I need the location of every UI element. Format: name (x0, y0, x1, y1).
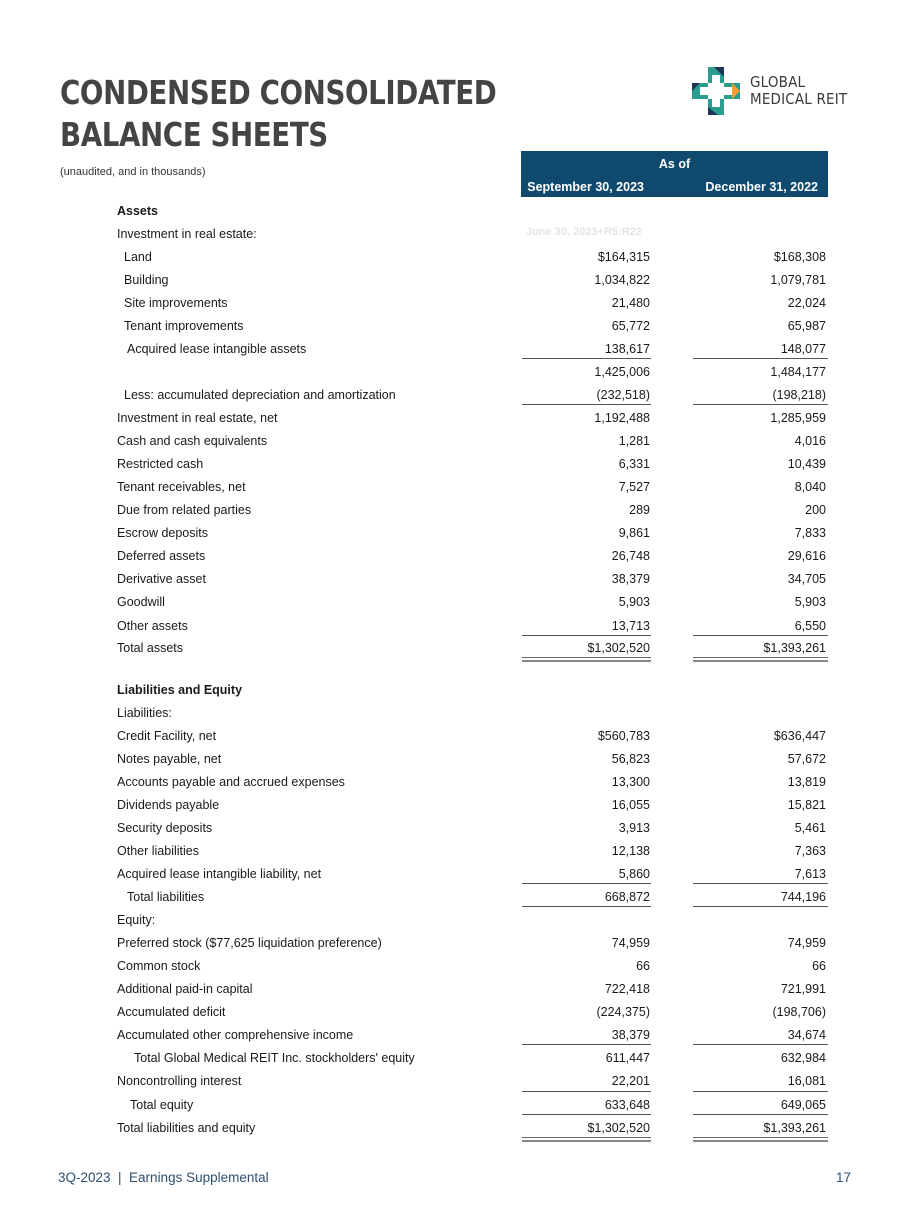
table-row (0, 569, 924, 592)
value-dec-2022: 34,705 (787, 572, 826, 586)
subtotal-rule (522, 1044, 651, 1045)
row-label: Escrow deposits (117, 526, 209, 540)
value-dec-2022: 5,903 (794, 595, 826, 609)
page-title (60, 72, 496, 156)
value-sep-2023: (232,518) (596, 388, 650, 402)
value-sep-2023: 633,648 (604, 1098, 650, 1112)
value-dec-2022: 29,616 (787, 549, 826, 563)
row-label: Derivative asset (117, 572, 206, 586)
table-row (0, 500, 924, 523)
table-row (0, 592, 924, 615)
logo-text (750, 74, 847, 108)
subtotal-rule (522, 358, 651, 359)
value-dec-2022: (198,706) (772, 1005, 826, 1019)
row-label: Cash and cash equivalents (117, 434, 268, 448)
value-dec-2022: 7,363 (794, 844, 826, 858)
value-dec-2022: 632,984 (780, 1051, 826, 1065)
row-label: Liabilities: (117, 706, 172, 720)
value-dec-2022: 74,959 (787, 936, 826, 950)
row-label: Tenant improvements (124, 319, 244, 333)
row-label: Accumulated deficit (117, 1005, 226, 1019)
row-label: Total liabilities and equity (117, 1121, 256, 1135)
row-label: Acquired lease intangible assets (127, 342, 307, 356)
row-label: Noncontrolling interest (117, 1074, 242, 1088)
value-sep-2023: 38,379 (611, 572, 650, 586)
value-sep-2023: 56,823 (611, 752, 650, 766)
logo-line-1: GLOBAL (750, 73, 806, 91)
row-label: Security deposits (117, 821, 213, 835)
value-dec-2022: $636,447 (773, 729, 826, 743)
value-sep-2023: 22,201 (611, 1074, 650, 1088)
value-dec-2022: $1,393,261 (763, 1121, 826, 1135)
value-sep-2023: 65,772 (611, 319, 650, 333)
table-row (0, 772, 924, 795)
table-row (0, 247, 924, 270)
value-dec-2022: 200 (805, 503, 826, 517)
value-dec-2022: 1,285,959 (770, 411, 826, 425)
logo-line-2: MEDICAL REIT (750, 90, 848, 108)
table-row (0, 408, 924, 431)
value-sep-2023: 26,748 (611, 549, 650, 563)
value-dec-2022: 744,196 (780, 890, 826, 904)
value-sep-2023: 722,418 (604, 982, 650, 996)
row-label: Accounts payable and accrued expenses (117, 775, 345, 789)
value-dec-2022: 66 (812, 959, 826, 973)
subtotal-rule (522, 906, 651, 907)
value-sep-2023: 9,861 (618, 526, 650, 540)
table-row (0, 910, 924, 933)
total-double-rule (522, 657, 651, 662)
ghost-text: June 30, 2023+R5:R22 (526, 226, 642, 238)
total-double-rule (522, 1137, 651, 1142)
value-sep-2023: 1,192,488 (594, 411, 650, 425)
table-row (0, 703, 924, 726)
footer-report-label: 3Q-2023 | Earnings Supplemental (58, 1170, 269, 1185)
subtotal-rule (693, 358, 828, 359)
table-row (0, 316, 924, 339)
value-sep-2023: 7,527 (618, 480, 650, 494)
row-label: Accumulated other comprehensive income (117, 1028, 354, 1042)
subtotal-rule (693, 1114, 828, 1115)
value-dec-2022: 16,081 (787, 1074, 826, 1088)
value-dec-2022: (198,218) (772, 388, 826, 402)
row-label: Other assets (117, 619, 188, 633)
value-sep-2023: $1,302,520 (587, 1121, 650, 1135)
value-sep-2023: 668,872 (604, 890, 650, 904)
table-row (0, 362, 924, 385)
as-of-label: As of (658, 157, 691, 171)
row-label: Goodwill (117, 595, 165, 609)
column-header-dec-2022: December 31, 2022 (705, 180, 818, 194)
row-label: Tenant receivables, net (117, 480, 246, 494)
table-row (0, 270, 924, 293)
row-label: Investment in real estate, net (117, 411, 278, 425)
table-header (521, 151, 828, 197)
value-dec-2022: 721,991 (780, 982, 826, 996)
value-sep-2023: 3,913 (618, 821, 650, 835)
table-row (0, 933, 924, 956)
subtotal-rule (522, 883, 651, 884)
table-row (0, 841, 924, 864)
table-row (0, 431, 924, 454)
table-row (0, 818, 924, 841)
value-sep-2023: 1,425,006 (594, 365, 650, 379)
subtitle: (unaudited, and in thousands) (60, 166, 206, 178)
table-row (0, 680, 924, 703)
page-number: 17 (835, 1170, 851, 1185)
row-label: Additional paid-in capital (117, 982, 253, 996)
value-sep-2023: 16,055 (611, 798, 650, 812)
row-label: Other liabilities (117, 844, 199, 858)
value-dec-2022: $168,308 (773, 250, 826, 264)
row-label: Credit Facility, net (117, 729, 217, 743)
value-sep-2023: 5,860 (618, 867, 650, 881)
row-label: Site improvements (124, 296, 228, 310)
row-label: Notes payable, net (117, 752, 222, 766)
total-double-rule (693, 657, 828, 662)
logo-cross-icon (690, 65, 742, 117)
value-sep-2023: $560,783 (597, 729, 650, 743)
row-label: Equity: (117, 913, 156, 927)
row-label: Investment in real estate: (117, 227, 257, 241)
table-row (0, 726, 924, 749)
value-dec-2022: 649,065 (780, 1098, 826, 1112)
value-sep-2023: 1,034,822 (594, 273, 650, 287)
value-sep-2023: 38,379 (611, 1028, 650, 1042)
total-double-rule (693, 1137, 828, 1142)
row-label: Preferred stock ($77,625 liquidation preference) (117, 936, 382, 950)
value-dec-2022: 8,040 (794, 480, 826, 494)
subtotal-rule (522, 1114, 651, 1115)
value-sep-2023: 13,713 (611, 619, 650, 633)
subtotal-rule (693, 635, 828, 636)
row-label: Total Global Medical REIT Inc. stockholders' equity (134, 1051, 415, 1065)
value-dec-2022: 5,461 (794, 821, 826, 835)
table-row (0, 293, 924, 316)
value-dec-2022: 4,016 (794, 434, 826, 448)
value-sep-2023: $1,302,520 (587, 641, 650, 655)
value-sep-2023: 66 (636, 959, 650, 973)
table-row (0, 795, 924, 818)
table-row (0, 1002, 924, 1025)
value-dec-2022: 34,674 (787, 1028, 826, 1042)
subtotal-rule (522, 404, 651, 405)
table-row (0, 477, 924, 500)
value-sep-2023: (224,375) (596, 1005, 650, 1019)
table-row (0, 201, 924, 224)
row-label: Land (124, 250, 152, 264)
row-label: Less: accumulated depreciation and amortization (124, 388, 396, 402)
value-sep-2023: 21,480 (611, 296, 650, 310)
value-dec-2022: 7,613 (794, 867, 826, 881)
value-sep-2023: 289 (629, 503, 650, 517)
value-dec-2022: 1,079,781 (770, 273, 826, 287)
row-label: Total equity (130, 1098, 194, 1112)
row-label: Total assets (117, 641, 184, 655)
row-label: Common stock (117, 959, 201, 973)
row-label: Total liabilities (127, 890, 205, 904)
column-header-sep-2023: September 30, 2023 (527, 180, 644, 194)
row-label: Acquired lease intangible liability, net (117, 867, 322, 881)
value-dec-2022: $1,393,261 (763, 641, 826, 655)
value-sep-2023: 611,447 (605, 1051, 650, 1065)
value-dec-2022: 57,672 (787, 752, 826, 766)
table-row (0, 1048, 924, 1071)
value-dec-2022: 6,550 (794, 619, 826, 633)
subtotal-rule (693, 404, 828, 405)
value-sep-2023: $164,315 (597, 250, 650, 264)
table-row (0, 224, 924, 247)
row-label: Restricted cash (117, 457, 204, 471)
table-row (0, 523, 924, 546)
subtotal-rule (693, 1044, 828, 1045)
value-dec-2022: 15,821 (787, 798, 826, 812)
value-dec-2022: 22,024 (787, 296, 826, 310)
subtotal-rule (522, 1091, 651, 1092)
subtotal-rule (693, 883, 828, 884)
value-dec-2022: 13,819 (787, 775, 826, 789)
row-label: Assets (117, 204, 158, 218)
value-dec-2022: 7,833 (794, 526, 826, 540)
value-sep-2023: 6,331 (618, 457, 650, 471)
value-dec-2022: 10,439 (787, 457, 826, 471)
table-row (0, 979, 924, 1002)
company-logo (690, 64, 860, 118)
subtotal-rule (693, 1091, 828, 1092)
title-line-1: CONDENSED CONSOLIDATED (60, 73, 497, 112)
table-row (0, 749, 924, 772)
value-sep-2023: 1,281 (618, 434, 650, 448)
subtotal-rule (522, 635, 651, 636)
value-sep-2023: 5,903 (618, 595, 650, 609)
value-sep-2023: 12,138 (611, 844, 650, 858)
table-row (0, 454, 924, 477)
value-sep-2023: 138,617 (604, 342, 650, 356)
value-dec-2022: 148,077 (780, 342, 826, 356)
value-dec-2022: 1,484,177 (770, 365, 826, 379)
row-label: Building (124, 273, 169, 287)
row-label: Deferred assets (117, 549, 206, 563)
subtotal-rule (693, 906, 828, 907)
table-row (0, 546, 924, 569)
value-dec-2022: 65,987 (787, 319, 826, 333)
row-label: Liabilities and Equity (117, 683, 243, 697)
value-sep-2023: 13,300 (611, 775, 650, 789)
row-label: Due from related parties (117, 503, 252, 517)
row-label: Dividends payable (117, 798, 220, 812)
title-line-2: BALANCE SHEETS (60, 115, 328, 154)
table-row (0, 956, 924, 979)
value-sep-2023: 74,959 (611, 936, 650, 950)
